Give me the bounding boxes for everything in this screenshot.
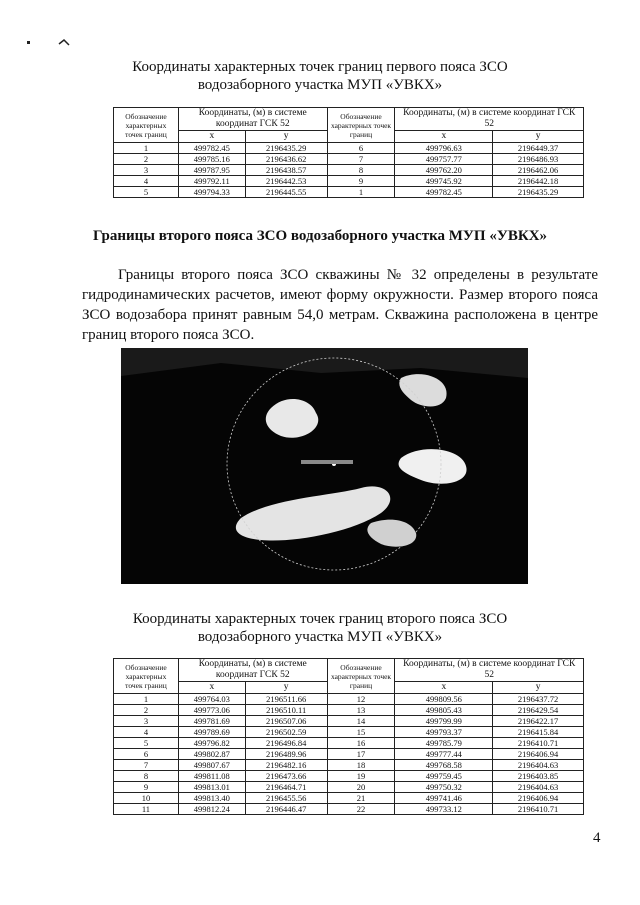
table-cell: 2196502.59: [245, 727, 327, 738]
table-cell: 10: [114, 793, 179, 804]
table-row: [114, 187, 584, 198]
table-cell: 499813.40: [178, 793, 245, 804]
table-cell: 2196455.56: [245, 793, 327, 804]
table-cell: 2196510.11: [245, 705, 327, 716]
table-cell: 2196437.72: [493, 694, 584, 705]
table-row: [114, 782, 584, 793]
table-cell: 499807.67: [178, 760, 245, 771]
table-cell: 499802.87: [178, 749, 245, 760]
table-cell: 3: [114, 716, 179, 727]
table-cell: 16: [327, 738, 395, 749]
table-cell: 20: [327, 782, 395, 793]
table-cell: 499809.56: [395, 694, 493, 705]
table-cell: 499813.01: [178, 782, 245, 793]
table-cell: 2196496.84: [245, 738, 327, 749]
table2-header-y: y: [245, 682, 327, 694]
table-cell: 17: [327, 749, 395, 760]
table-cell: 499792.11: [178, 176, 245, 187]
table2-header-x: x: [178, 682, 245, 694]
table-row: [114, 760, 584, 771]
table-cell: 499782.45: [395, 187, 493, 198]
table-row: [114, 694, 584, 705]
table-cell: 4: [114, 727, 179, 738]
table-cell: 499741.46: [395, 793, 493, 804]
table-row: [114, 771, 584, 782]
table-cell: 499811.08: [178, 771, 245, 782]
table-cell: 2196473.66: [245, 771, 327, 782]
table2-header-x-2: x: [395, 682, 493, 694]
table-cell: 2196438.57: [245, 165, 327, 176]
table-cell: 12: [327, 694, 395, 705]
table-cell: 499757.77: [395, 154, 493, 165]
table-cell: 499787.95: [178, 165, 245, 176]
table-cell: 2: [114, 154, 179, 165]
scan-mark: [27, 41, 30, 44]
page-number: 4: [593, 830, 601, 846]
table1-header-y: y: [245, 131, 327, 143]
table-cell: 6: [327, 143, 395, 154]
table-cell: 2196482.16: [245, 760, 327, 771]
table-cell: 2196429.54: [493, 705, 584, 716]
table-cell: 2196446.47: [245, 804, 327, 815]
table1-header-x: x: [178, 131, 245, 143]
table1-header-coords-2: Координаты, (м) в системе координат ГСК 52: [395, 108, 584, 131]
table-row: [114, 705, 584, 716]
scan-mark-arrow: [58, 38, 70, 46]
table-cell: 499799.99: [395, 716, 493, 727]
table-cell: 499796.63: [395, 143, 493, 154]
table-row: [114, 727, 584, 738]
table-cell: 21: [327, 793, 395, 804]
table-cell: 2196404.63: [493, 782, 584, 793]
table-cell: 499785.16: [178, 154, 245, 165]
table-cell: 2196442.53: [245, 176, 327, 187]
aerial-photo-image: [121, 348, 528, 584]
table-cell: 7: [114, 760, 179, 771]
table-cell: 499796.82: [178, 738, 245, 749]
table-cell: 2196449.37: [493, 143, 584, 154]
table1-header-points: Обозначение характерных точек границ: [114, 108, 179, 143]
table2-header-coords-2: Координаты, (м) в системе координат ГСК 52: [395, 659, 584, 682]
table-cell: 1: [327, 187, 395, 198]
table2-header-points: Обозначение характерных точек границ: [114, 659, 179, 694]
table-cell: 2196403.85: [493, 771, 584, 782]
table-cell: 499759.45: [395, 771, 493, 782]
table-row: [114, 165, 584, 176]
table-cell: 6: [114, 749, 179, 760]
table-row: [114, 749, 584, 760]
table-cell: 2196507.06: [245, 716, 327, 727]
table-cell: 499781.69: [178, 716, 245, 727]
table2: [113, 658, 584, 815]
table-row: [114, 154, 584, 165]
table-cell: 2196404.63: [493, 760, 584, 771]
table-cell: 11: [114, 804, 179, 815]
table-cell: 499750.32: [395, 782, 493, 793]
table1-header-y-2: y: [493, 131, 584, 143]
table-cell: 3: [114, 165, 179, 176]
table-row: [114, 793, 584, 804]
table-cell: 2196442.18: [493, 176, 584, 187]
section2-paragraph: Границы второго пояса ЗСО скважины № 32 определены в результате гидродинамических расчетов, имеют форму окружности. Размер второго пояса ЗСО водозабора принят равным 54,0 метрам. Скважина расположена в центре границ второго пояса ЗСО.: [82, 267, 598, 343]
table-cell: 18: [327, 760, 395, 771]
table-cell: 1: [114, 694, 179, 705]
table-cell: 2196406.94: [493, 793, 584, 804]
table-cell: 499733.12: [395, 804, 493, 815]
table-cell: 2196435.29: [493, 187, 584, 198]
table-cell: 2196435.29: [245, 143, 327, 154]
table-cell: 499805.43: [395, 705, 493, 716]
table-row: [114, 176, 584, 187]
table-cell: 2196489.96: [245, 749, 327, 760]
table-cell: 499812.24: [178, 804, 245, 815]
table2-header-coords: Координаты, (м) в системе координат ГСК 52: [178, 659, 327, 682]
aerial-photo: [121, 348, 528, 584]
table-row: [114, 716, 584, 727]
table2-title: Координаты характерных точек границ второго пояса ЗСО водозаборного участка МУП «УВКХ»: [132, 611, 508, 645]
table-cell: 2196406.94: [493, 749, 584, 760]
table-cell: 2196511.66: [245, 694, 327, 705]
section2-heading: Границы второго пояса ЗСО водозаборного участка МУП «УВКХ»: [92, 228, 548, 244]
table-row: [114, 804, 584, 815]
table-cell: 2196445.55: [245, 187, 327, 198]
table-cell: 4: [114, 176, 179, 187]
table-cell: 9: [327, 176, 395, 187]
table-cell: 499764.03: [178, 694, 245, 705]
table-cell: 499785.79: [395, 738, 493, 749]
table-cell: 499793.37: [395, 727, 493, 738]
table-cell: 5: [114, 738, 179, 749]
table-cell: 499745.92: [395, 176, 493, 187]
table-cell: 2196462.06: [493, 165, 584, 176]
table-row: [114, 143, 584, 154]
table1-header-coords: Координаты, (м) в системе координат ГСК 52: [178, 108, 327, 131]
table-cell: 2: [114, 705, 179, 716]
table-cell: 499762.20: [395, 165, 493, 176]
table-cell: 499782.45: [178, 143, 245, 154]
table1-header-points-2: Обозначение характерных точек границ: [327, 108, 395, 143]
table1: [113, 107, 584, 198]
table-cell: 13: [327, 705, 395, 716]
table-cell: 2196415.84: [493, 727, 584, 738]
table1-header-x-2: x: [395, 131, 493, 143]
table-cell: 19: [327, 771, 395, 782]
table-cell: 2196436.62: [245, 154, 327, 165]
table-cell: 2196464.71: [245, 782, 327, 793]
table2-header-points-2: Обозначение характерных точек границ: [327, 659, 395, 694]
table-cell: 2196422.17: [493, 716, 584, 727]
table-cell: 2196410.71: [493, 804, 584, 815]
table-cell: 2196410.71: [493, 738, 584, 749]
table-cell: 9: [114, 782, 179, 793]
table-cell: 8: [327, 165, 395, 176]
table1-title: Координаты характерных точек границ первого пояса ЗСО водозаборного участка МУП «УВКХ»: [132, 59, 508, 93]
table-cell: 499768.58: [395, 760, 493, 771]
table-cell: 2196486.93: [493, 154, 584, 165]
table-cell: 22: [327, 804, 395, 815]
table-cell: 15: [327, 727, 395, 738]
table-cell: 8: [114, 771, 179, 782]
table-cell: 499777.44: [395, 749, 493, 760]
table-cell: 7: [327, 154, 395, 165]
table-cell: 1: [114, 143, 179, 154]
table2-header-y-2: y: [493, 682, 584, 694]
table-cell: 499773.06: [178, 705, 245, 716]
table-row: [114, 738, 584, 749]
table-cell: 499794.33: [178, 187, 245, 198]
table-cell: 499789.69: [178, 727, 245, 738]
table-cell: 5: [114, 187, 179, 198]
table-cell: 14: [327, 716, 395, 727]
